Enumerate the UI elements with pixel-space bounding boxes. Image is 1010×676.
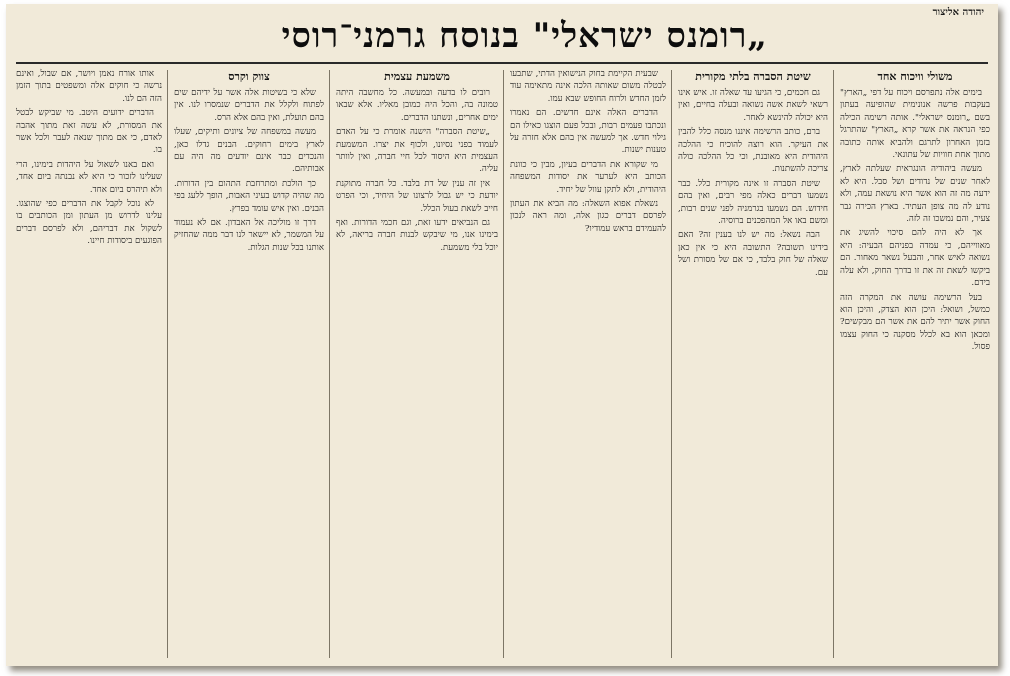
column-subhead: צווק וקרס	[228, 70, 270, 83]
column-3	[510, 68, 666, 660]
paragraph: גם חכמים, כי הגיעו עד שאלה זו. איש אינו רשאי לשאת אשה נשואה ובעלה בחיים, ואין היא יכולה להינשא לאחר.	[678, 88, 828, 123]
column-5	[174, 68, 324, 660]
paragraph: בימים אלה נתפרסם ויכוח על דפי „הארץ" בעקבות פרשה אנונימית שהופיעה בעתון בשם „רומנס ישראלי". אותה רשימה הכילה כפי הנראה את אשר קרא „הארץ" שהתרגל בזמן האחרון לתרגם ולהביא אותה כתובה מתוך אחת חוויות של עתונאי.	[840, 88, 990, 161]
paragraph: לא נוכל לקבל את הדברים כפי שהוצגו. עלינו לדרוש מן העתון ומן הכותבים בו לשקול את דבריהם, ולא לפרסם דברים הפוגעים ביסודות חיינו.	[16, 199, 162, 247]
author-name: יהודה אליצור	[932, 7, 984, 18]
column-subhead: משולי וויכוח אחד	[877, 70, 953, 83]
paragraph: נשאלת אפוא השאלה: מה הביא את העתון לפרסם דברים כגון אלה, ומה ראה לנכון להעמידם בראש עמודיו?	[510, 199, 666, 234]
paragraph: שבעית הקיימת בחוק הנישואין הדתי, שתבעו לבטלה משום שאותה הלכה אינה מתאימה עוד לזמן החדש ולרוח החופש שבא עמו.	[510, 69, 666, 104]
column-2	[678, 68, 828, 660]
article-columns	[14, 68, 990, 662]
newspaper-clipping	[6, 4, 998, 666]
paragraph: ואם באנו לשאול על היהדות בימינו, הרי שעלינו לזכור כי היא לא נבנתה ביום אחד, ולא תיהרס ביום אחד.	[16, 159, 162, 195]
paragraph: אך לא היה להם סיכוי להשיג את מאווייהם, כי עמדה בפניהם הבעיה: היא נשואה לאיש אחר, והבעל נשאר מאחור. הם ביקשו לשאת זה את זו בדרך החוק, ולא עלה בידם.	[840, 228, 990, 289]
paragraph: אותו אורח נאמן ויושר, אם שבול, ואינם נרשה כי חוקים אלה ומשפטים בתוך הזמן הזה הם לנו.	[16, 69, 162, 104]
paragraph: „שיטת הסברה" הישנה אומרת כי על האדם לעמוד בפני נסיונו, ולכוף את יצרו. המשמעת העצמית היא היסוד לכל חיי חברה, ואין לוותר עליה.	[336, 127, 498, 175]
column-4	[336, 68, 498, 660]
column-6	[16, 68, 162, 660]
paragraph: כך הולכת ומתרחבת התהום בין הדורות. מה שהיה קדוש בעיני האבות, הופך ללעג בפי הבנים. ואין איש עומד בפרץ.	[174, 178, 324, 214]
paragraph: דרך זו מוליכה אל האבדון. אם לא נעמוד על המשמר, לא יישאר לנו דבר ממה שהחזיק אותנו בכל שנות הגלות.	[174, 218, 324, 253]
article-header	[6, 4, 998, 66]
column-subhead: משמעת עצמית	[384, 70, 450, 83]
paragraph: ברם, כותב הרשימה איננו מנסה כלל להבין את העיקר. הוא רוצה להוכיח כי ההלכה היהודית היא מאובנת, וכי כל ההלכה כולה צריכה להשתנות.	[678, 127, 828, 175]
column-subhead: שיטת הסברה בלתי מקורית	[695, 70, 811, 83]
paragraph: שלא כי בשיטות אלה אשר על ידיהם שים לפתוח ולקלל את הדברים שנמסרו לנו. אין בהם תועלת, ואין בהם אלא הרס.	[174, 88, 324, 123]
column-divider	[833, 70, 834, 658]
column-divider	[167, 70, 168, 658]
column-1	[840, 68, 990, 660]
paragraph: הבה נשאל: מה יש לנו בענין זה? האם בידינו תשובה? התשובה היא כי אין כאן שאלה של חוק בלבד, כי אם של מסורת ושל עם.	[678, 230, 828, 278]
paragraph: מי שקורא את הדברים בעיון, מבין כי כוונת הכותב היא לערער את יסודות המשפחה היהודית, ולא לתקן עוול של יחיד.	[510, 159, 666, 195]
paragraph: בעל הרשימה עושה את המקרה הזה כמשל, ושואל: היכן הוא הצדק, והיכן הוא החוק אשר יתיר להם את אשר הם מבקשים? ומכאן הוא בא לכלל מסקנה כי החוק עצמו פסול.	[840, 292, 990, 353]
paragraph: אין זה ענין של דת בלבד. כל חברה מתוקנת יודעת כי יש גבול לרצונו של היחיד, וכי הפרט חייב לשאת בעול הכלל.	[336, 178, 498, 214]
column-divider	[329, 70, 330, 658]
paragraph: רובים לו בדעה ובמעשה. כל מחשבה היתה טמונה בה, והכל היה כמובן מאליו. אלא שבאו ימים אחרים, ונשתנו הדברים.	[336, 88, 498, 123]
paragraph: מעשה ביהודיה הונגראית שעלתה לארץ, לאחר שנים של נדודים ושל סבל. היא לא ידעה מה זה הוא אשר היא נושאת עמה, ולא נודע לה מה צופן העתיד. בארץ הכירה גבר צעיר, והם נמשכו זה לזה.	[840, 164, 990, 225]
column-divider	[671, 70, 672, 658]
paragraph: מעשה במשפחה של ציונים ותיקים, שעלו לארץ בימים רחוקים. הבנים גדלו כאן, והנכדים כבר אינם יודעים מה היה עם אבותיהם.	[174, 127, 324, 175]
paragraph: הדברים האלה אינם חדשים. הם נאמרו ונכתבו פעמים רבות, ובכל פעם הוצגו כאילו הם גילוי חדש. אך למעשה אין בהם אלא חזרה על טענות ישנות.	[510, 108, 666, 156]
paragraph: הדברים ידועים היטב. מי שביקש לבטל את המסורת, לא עשה זאת מתוך אהבה לאדם, כי אם מתוך שנאה לעבר ולכל אשר בו.	[16, 108, 162, 156]
paragraph: שיטת הסברה זו אינה מקורית כלל. כבר נשמעו דברים כאלה מפי רבים, ואין בהם חידוש. הם נשמעו בגרמניה לפני שנים רבות, ומשם באו אל המהפכנים ברוסיה.	[678, 178, 828, 227]
article-headline: „רומנס ישראלי" בנוסח גרמני־רוסי	[281, 16, 768, 56]
paragraph: גם הנביאים ידעו זאת, וגם חכמי הדורות. ואף בימינו אנו, מי שיבקש לבנות חברה בריאה, לא יוכל בלי משמעת.	[336, 218, 498, 253]
column-divider	[503, 70, 504, 658]
header-divider	[16, 62, 988, 64]
